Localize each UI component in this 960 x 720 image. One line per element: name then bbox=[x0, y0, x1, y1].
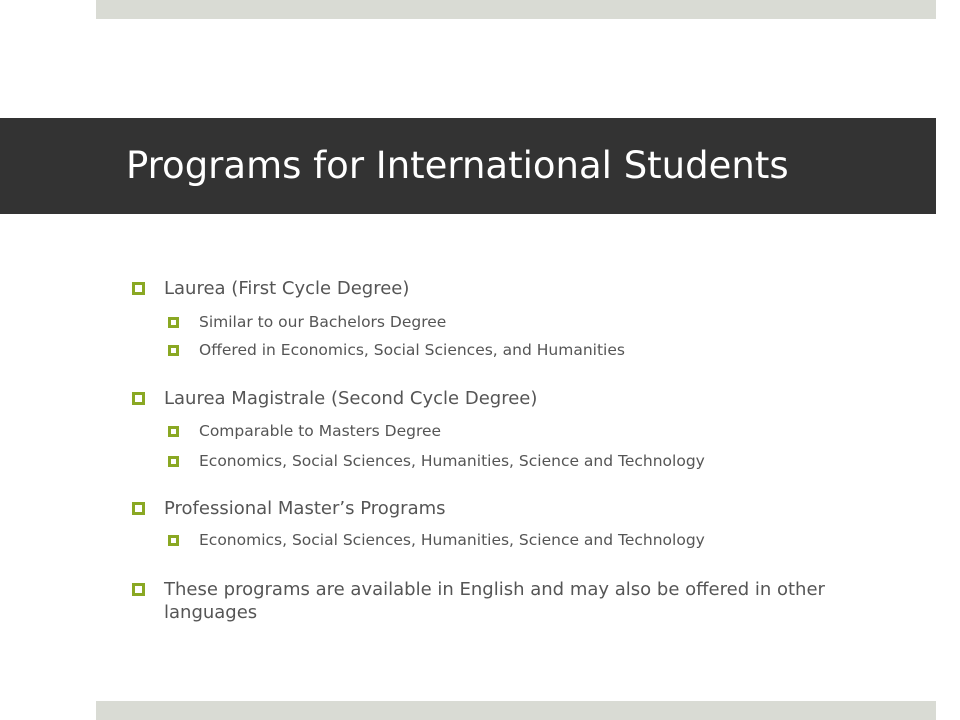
square-bullet-icon bbox=[168, 317, 179, 328]
square-bullet-icon bbox=[132, 282, 145, 295]
sub-bullet-item bbox=[168, 312, 446, 332]
sub-bullet-text: Offered in Economics, Social Sciences, and Humanities bbox=[199, 341, 625, 359]
bullet-text: Laurea Magistrale (Second Cycle Degree) bbox=[164, 388, 538, 409]
square-bullet-icon bbox=[132, 392, 145, 405]
bullet-item-laurea-magistrale bbox=[132, 387, 537, 410]
bullet-text: Laurea (First Cycle Degree) bbox=[164, 278, 410, 299]
square-bullet-icon bbox=[132, 583, 145, 596]
bottom-decor-band bbox=[96, 701, 936, 720]
bullet-item-professional-masters bbox=[132, 497, 446, 520]
square-bullet-icon bbox=[168, 456, 179, 467]
square-bullet-icon bbox=[168, 535, 179, 546]
sub-bullet-text: Economics, Social Sciences, Humanities, Science and Technology bbox=[199, 452, 705, 470]
sub-bullet-item bbox=[168, 530, 705, 550]
bullet-text: Professional Master’s Programs bbox=[164, 498, 446, 519]
sub-bullet-text: Comparable to Masters Degree bbox=[199, 422, 442, 440]
bullet-text: These programs are available in English and may also be offered in other languages bbox=[164, 579, 825, 623]
square-bullet-icon bbox=[168, 345, 179, 356]
bullet-item-languages bbox=[132, 578, 904, 624]
sub-bullet-item bbox=[168, 421, 441, 441]
slide-title: Programs for International Students bbox=[126, 144, 789, 187]
sub-bullet-item bbox=[168, 451, 705, 471]
sub-bullet-item bbox=[168, 340, 625, 360]
sub-bullet-text: Similar to our Bachelors Degree bbox=[199, 313, 447, 331]
bullet-item-laurea bbox=[132, 277, 409, 300]
square-bullet-icon bbox=[168, 426, 179, 437]
sub-bullet-text: Economics, Social Sciences, Humanities, Science and Technology bbox=[199, 531, 705, 549]
square-bullet-icon bbox=[132, 502, 145, 515]
